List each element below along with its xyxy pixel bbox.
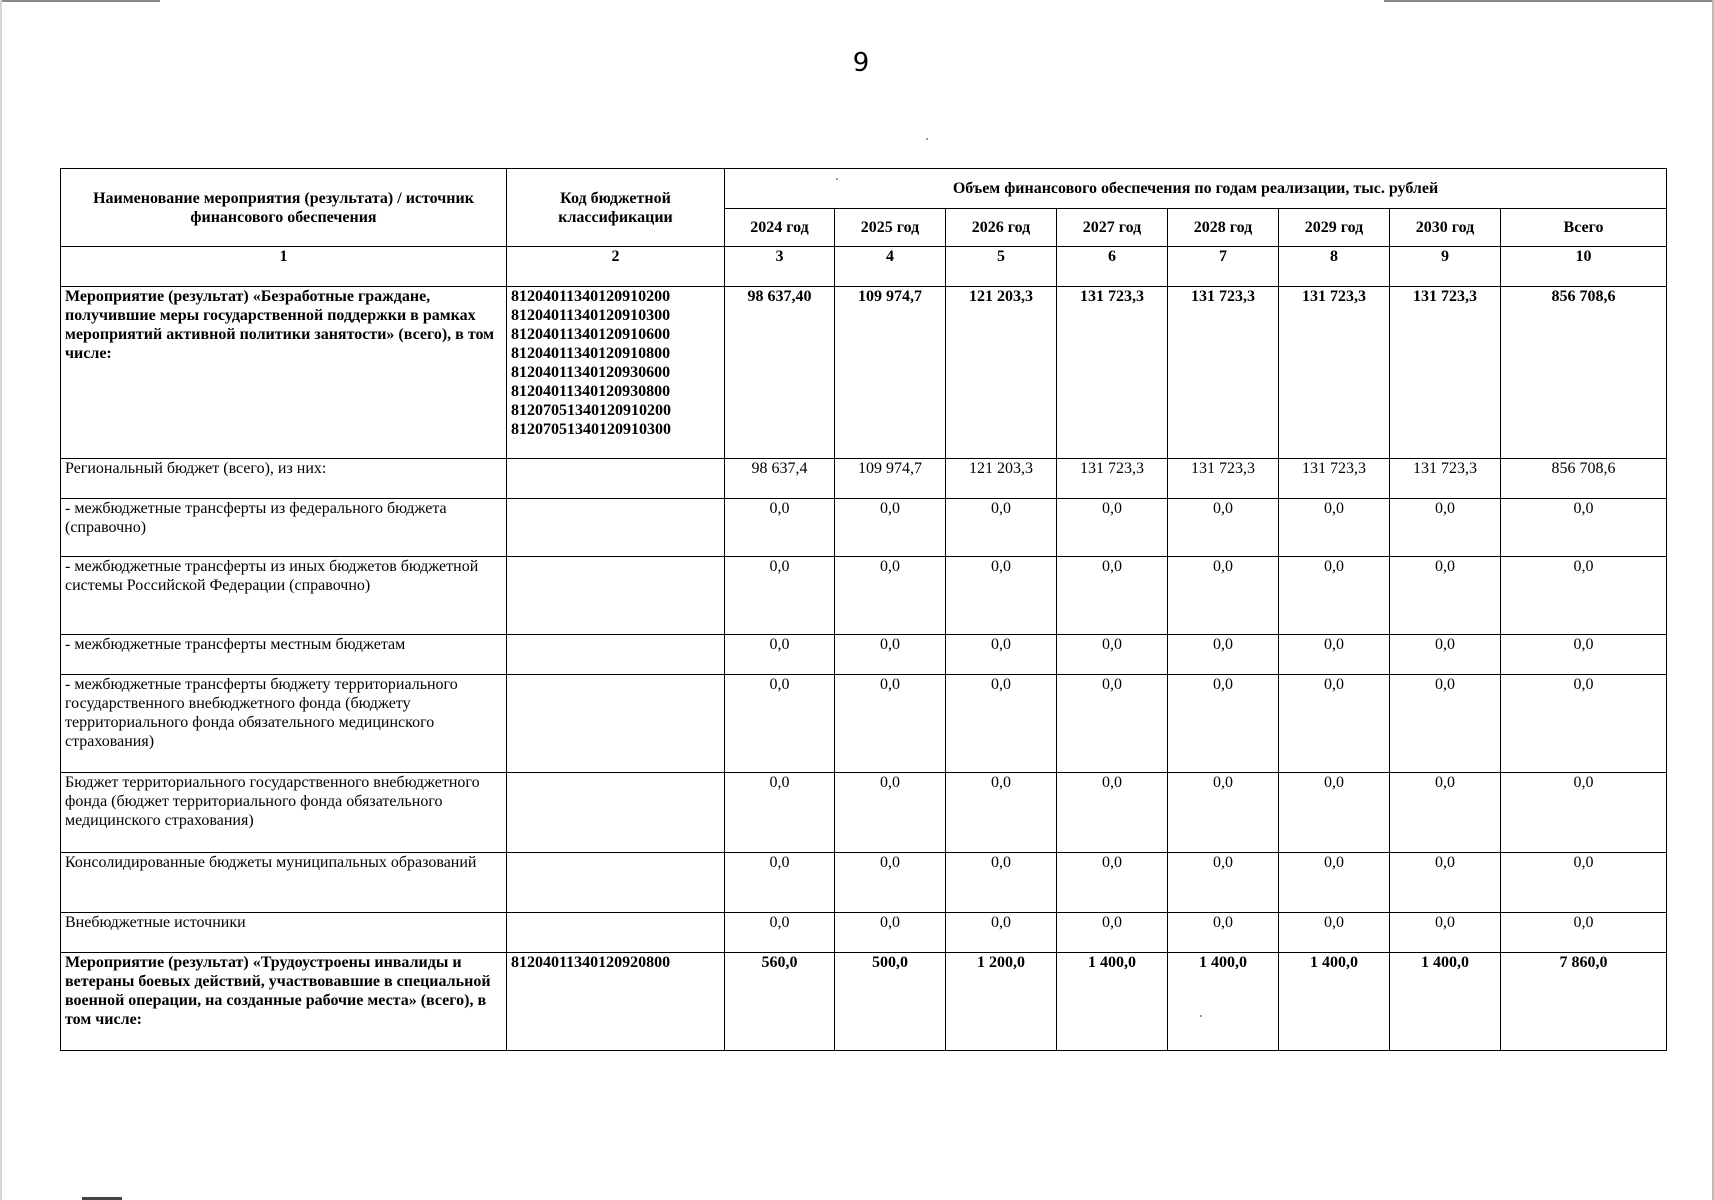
row-value: 0,0 (1168, 499, 1279, 557)
table-row (61, 675, 1667, 773)
row-value: 0,0 (725, 499, 835, 557)
row-value: 1 400,0 (1390, 953, 1501, 1051)
column-number: 10 (1501, 247, 1667, 287)
row-codes (507, 953, 725, 1051)
header-year: 2026 год (946, 209, 1057, 247)
row-codes (507, 287, 725, 459)
budget-code: 81204011340120930600 (511, 364, 671, 381)
row-total: 0,0 (1501, 853, 1667, 913)
row-value: 109 974,7 (835, 287, 946, 459)
budget-table (60, 168, 1667, 1051)
row-value: 0,0 (1279, 913, 1390, 953)
row-codes (507, 635, 725, 675)
row-value: 0,0 (725, 773, 835, 853)
row-value: 0,0 (835, 773, 946, 853)
row-value: 98 637,40 (725, 287, 835, 459)
row-codes (507, 773, 725, 853)
row-value: 0,0 (946, 635, 1057, 675)
table-header (61, 169, 1667, 287)
row-total: 0,0 (1501, 773, 1667, 853)
row-value: 0,0 (1279, 635, 1390, 675)
row-value: 131 723,3 (1057, 459, 1168, 499)
header-year: 2030 год (1390, 209, 1501, 247)
table-body (61, 287, 1667, 1051)
row-value: 131 723,3 (1279, 459, 1390, 499)
budget-code: 81204011340120930800 (511, 383, 671, 400)
column-number: 2 (507, 247, 725, 287)
row-value: 1 400,0 (1168, 953, 1279, 1051)
row-name: - межбюджетные трансферты местным бюджетам (61, 635, 507, 675)
table-row (61, 499, 1667, 557)
budget-code: 81207051340120910300 (511, 421, 671, 438)
row-value: 0,0 (1168, 913, 1279, 953)
header-year: 2028 год (1168, 209, 1279, 247)
row-name: Региональный бюджет (всего), из них: (61, 459, 507, 499)
header-year: 2027 год (1057, 209, 1168, 247)
table-row (61, 635, 1667, 675)
row-total: 856 708,6 (1501, 287, 1667, 459)
column-number: 3 (725, 247, 835, 287)
row-total: 0,0 (1501, 499, 1667, 557)
column-number: 8 (1279, 247, 1390, 287)
row-total: 856 708,6 (1501, 459, 1667, 499)
row-value: 0,0 (835, 499, 946, 557)
row-value: 131 723,3 (1168, 287, 1279, 459)
row-value: 0,0 (835, 675, 946, 773)
row-name: - межбюджетные трансферты из иных бюджетов бюджетной системы Российской Федерации (справочно) (61, 557, 507, 635)
row-value: 0,0 (1168, 773, 1279, 853)
table-row (61, 853, 1667, 913)
row-total: 0,0 (1501, 635, 1667, 675)
row-value: 0,0 (1279, 499, 1390, 557)
page-number: 9 (852, 48, 870, 78)
row-value: 131 723,3 (1057, 287, 1168, 459)
row-codes (507, 853, 725, 913)
row-value: 0,0 (1279, 557, 1390, 635)
header-year: 2029 год (1279, 209, 1390, 247)
row-value: 0,0 (1168, 635, 1279, 675)
row-value: 0,0 (1057, 853, 1168, 913)
column-number: 7 (1168, 247, 1279, 287)
row-value: 0,0 (725, 913, 835, 953)
row-value: 0,0 (725, 635, 835, 675)
table-row (61, 773, 1667, 853)
row-value: 0,0 (1168, 557, 1279, 635)
row-codes (507, 913, 725, 953)
row-value: 0,0 (725, 557, 835, 635)
scan-edge-top-left (0, 0, 160, 2)
header-code: Код бюджетной классификации (507, 169, 725, 247)
row-name: Консолидированные бюджеты муниципальных образований (61, 853, 507, 913)
table-row (61, 459, 1667, 499)
row-name: Бюджет территориального государственного внебюджетного фонда (бюджет территориального фонда обязательного медицинского страхования) (61, 773, 507, 853)
table-row (61, 287, 1667, 459)
column-number: 9 (1390, 247, 1501, 287)
row-total: 0,0 (1501, 675, 1667, 773)
row-value: 0,0 (725, 675, 835, 773)
header-volume: Объем финансового обеспечения по годам реализации, тыс. рублей (725, 169, 1667, 209)
row-value: 0,0 (1057, 913, 1168, 953)
budget-code: 81204011340120910200 (511, 288, 671, 305)
row-value: 1 400,0 (1279, 953, 1390, 1051)
row-codes (507, 459, 725, 499)
table-row (61, 953, 1667, 1051)
row-value: 121 203,3 (946, 287, 1057, 459)
row-value: 121 203,3 (946, 459, 1057, 499)
row-value: 0,0 (946, 913, 1057, 953)
row-value: 1 400,0 (1057, 953, 1168, 1051)
row-total: 0,0 (1501, 557, 1667, 635)
row-total: 7 860,0 (1501, 953, 1667, 1051)
row-codes (507, 499, 725, 557)
row-value: 0,0 (1279, 853, 1390, 913)
row-value: 131 723,3 (1390, 459, 1501, 499)
budget-code: 81204011340120910300 (511, 307, 671, 324)
row-value: 0,0 (1057, 557, 1168, 635)
budget-code: 81204011340120920800 (511, 954, 671, 971)
row-value: 0,0 (835, 913, 946, 953)
row-value: 1 200,0 (946, 953, 1057, 1051)
row-value: 0,0 (1390, 675, 1501, 773)
header-year: 2025 год (835, 209, 946, 247)
header-year: Всего (1501, 209, 1667, 247)
header-year: 2024 год (725, 209, 835, 247)
row-total: 0,0 (1501, 913, 1667, 953)
row-value: 0,0 (1390, 557, 1501, 635)
row-value: 0,0 (1057, 773, 1168, 853)
row-value: 0,0 (1390, 913, 1501, 953)
scan-edge-left (0, 0, 2, 1200)
row-name: Мероприятие (результат) «Трудоустроены инвалиды и ветераны боевых действий, участвовавшие в специальной военной операции, на созданные рабочие места» (всего), в том числе: (61, 953, 507, 1051)
row-value: 0,0 (1168, 853, 1279, 913)
column-number: 1 (61, 247, 507, 287)
row-name: - межбюджетные трансферты из федерального бюджета (справочно) (61, 499, 507, 557)
row-value: 98 637,4 (725, 459, 835, 499)
column-number: 5 (946, 247, 1057, 287)
row-value: 0,0 (1279, 773, 1390, 853)
row-value: 0,0 (1057, 499, 1168, 557)
row-value: 131 723,3 (1390, 287, 1501, 459)
row-value: 0,0 (946, 675, 1057, 773)
row-value: 131 723,3 (1279, 287, 1390, 459)
table-row (61, 913, 1667, 953)
row-value: 0,0 (946, 853, 1057, 913)
row-value: 0,0 (946, 499, 1057, 557)
row-value: 0,0 (946, 557, 1057, 635)
row-value: 0,0 (725, 853, 835, 913)
row-value: 0,0 (1057, 635, 1168, 675)
row-name: Внебюджетные источники (61, 913, 507, 953)
row-value: 0,0 (1390, 635, 1501, 675)
budget-code: 81204011340120910600 (511, 326, 671, 343)
row-value: 500,0 (835, 953, 946, 1051)
row-value: 0,0 (1390, 499, 1501, 557)
scan-speck (926, 138, 928, 140)
row-value: 0,0 (835, 853, 946, 913)
row-name: Мероприятие (результат) «Безработные граждане, получившие меры государственной поддержки в рамках мероприятий активной политики занятости» (всего), в том числе: (61, 287, 507, 459)
scan-edge-top-right (1384, 0, 1714, 2)
row-value: 0,0 (946, 773, 1057, 853)
row-value: 0,0 (1390, 853, 1501, 913)
row-value: 0,0 (835, 635, 946, 675)
row-value: 0,0 (835, 557, 946, 635)
budget-code: 81204011340120910800 (511, 345, 671, 362)
column-number: 4 (835, 247, 946, 287)
row-name: - межбюджетные трансферты бюджету территориального государственного внебюджетного фонда (бюджету территориального фонда обязательного медицинского страхования) (61, 675, 507, 773)
header-name: Наименование мероприятия (результата) / источник финансового обеспечения (61, 169, 507, 247)
row-codes (507, 557, 725, 635)
row-value: 131 723,3 (1168, 459, 1279, 499)
row-value: 0,0 (1168, 675, 1279, 773)
row-value: 109 974,7 (835, 459, 946, 499)
column-number: 6 (1057, 247, 1168, 287)
row-value: 0,0 (1057, 675, 1168, 773)
row-value: 560,0 (725, 953, 835, 1051)
budget-code: 81207051340120910200 (511, 402, 671, 419)
row-codes (507, 675, 725, 773)
row-value: 0,0 (1390, 773, 1501, 853)
table-row (61, 557, 1667, 635)
row-value: 0,0 (1279, 675, 1390, 773)
